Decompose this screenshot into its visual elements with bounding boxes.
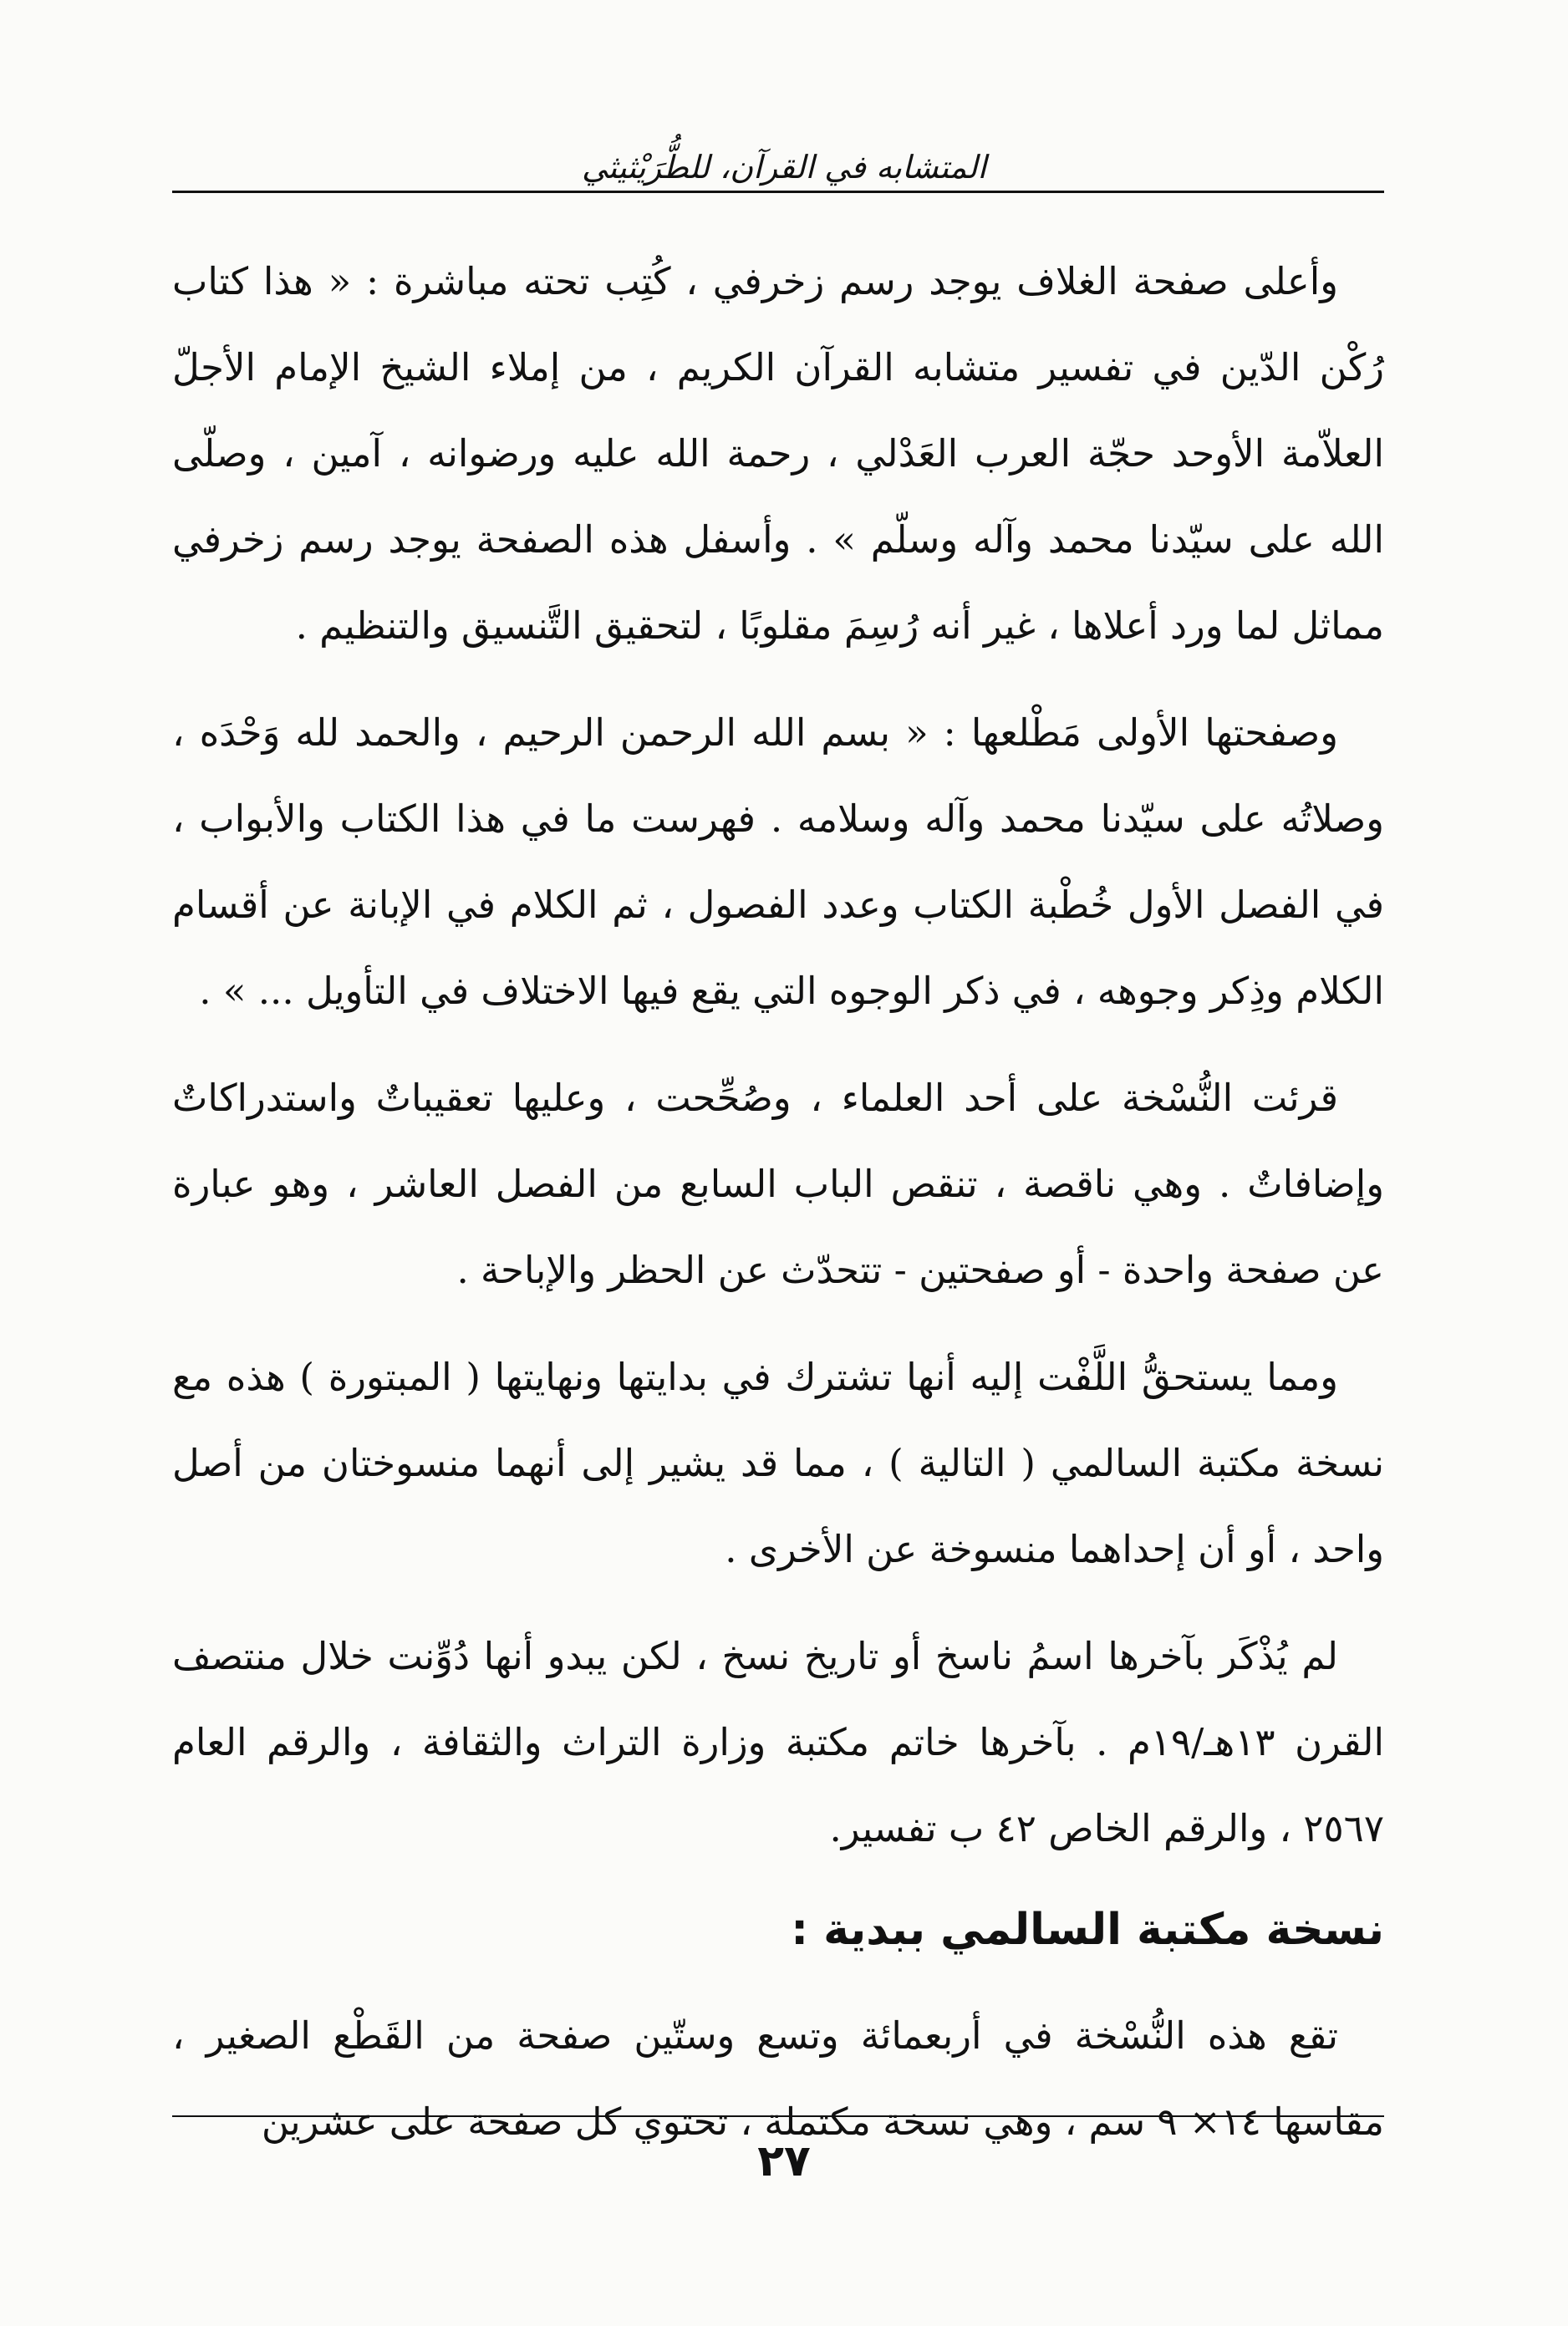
section-heading: نسخة مكتبة السالمي ببدية :: [791, 1905, 1384, 1955]
paragraph-date-and-seal: لم يُذْكَر بآخرها اسمُ ناسخ أو تاريخ نسخ ، لكن يبدو أنها دُوِّنت خلال منتصف القرن ١٣هـ/١٩م . بآخرها خاتم مكتبة وزارة التراث والثقافة ، والرقم العام ٢٥٦٧ ، والرقم الخاص ٤٢ ب تفسير.: [172, 1634, 1384, 1850]
paragraph-first-page: وصفحتها الأولى مَطْلعها : « بسم الله الرحمن الرحيم ، والحمد لله وَحْدَه ، وصلاتُه على سيّدنا محمد وآله وسلامه . فهرست ما في هذا الكتاب والأبواب ، في الفصل الأول خُطْبة الكتاب وعدد الفصول ، ثم الكلام في الإبانة عن أقسام الكلام وذِكر وجوهه ، في ذكر الوجوه التي يقع فيها الاختلاف في التأويل ... » .: [172, 710, 1384, 1013]
paragraph-salmi-copy: تقع هذه النُّسْخة في أربعمائة وتسع وستّين صفحة من القَطْع الصغير ، مقاسها ١٤× ٩ سم ، وهي نسخة مكتملة ، تحتوي كل صفحة على عشرين: [172, 2013, 1384, 2144]
paragraph-cover-description: وأعلى صفحة الغلاف يوجد رسم زخرفي ، كُتِب تحته مباشرة : « هذا كتاب رُكْن الدّين في تفسير متشابه القرآن الكريم ، من إملاء الشيخ الإمام الأجلّ العلاّمة الأوحد حجّة العرب العَدْلي ، رحمة الله عليه ورضوانه ، آمين ، وصلّى الله على سيّدنا محمد وآله وسلّم » . وأسفل هذه الصفحة يوجد رسم زخرفي مماثل لما ورد أعلاها ، غير أنه رُسِمَ مقلوبًا ، لتحقيق التَّنسيق والتنظيم .: [172, 259, 1385, 648]
paragraph-shared-origin: ومما يستحقُّ اللَّفْت إليه أنها تشترك في بدايتها ونهايتها ( المبتورة ) هذه مع نسخة مكتبة السالمي ( التالية ) ، مما قد يشير إلى أنهما منسوختان من أصل واحد ، أو أن إحداهما منسوخة عن الأخرى .: [172, 1355, 1384, 1571]
footer-rule: [172, 2115, 1384, 2117]
paragraph-corrections: قرئت النُّسْخة على أحد العلماء ، وصُحِّحت ، وعليها تعقيباتٌ واستدراكاتٌ وإضافاتٌ . وهي ناقصة ، تنقص الباب السابع من الفصل العاشر ، وهو عبارة عن صفحة واحدة - أو صفحتين - تتحدّث عن الحظر والإباحة .: [172, 1076, 1384, 1292]
body-text: [172, 238, 1384, 2186]
header-rule: [172, 191, 1384, 193]
page-number: ٢٧: [757, 2136, 811, 2186]
running-header: المتشابه في القرآن، للطُّرَيْثيثي: [581, 149, 987, 186]
